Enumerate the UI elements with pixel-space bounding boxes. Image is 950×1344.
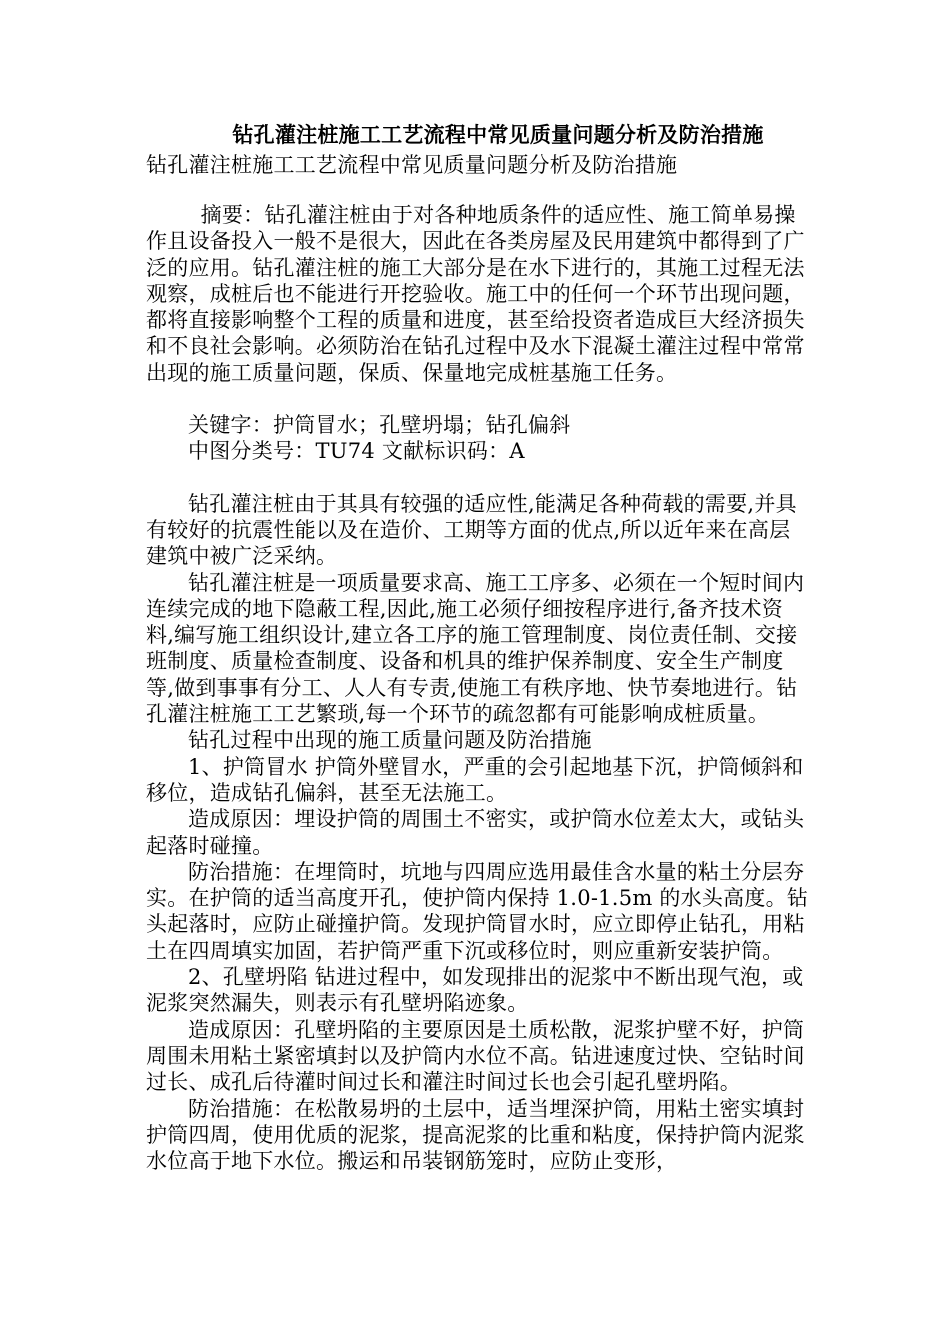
- keywords-line: 关键字：护筒冒水；孔壁坍塌；钻孔偏斜: [188, 413, 571, 438]
- body-paragraph: 1、护筒冒水 护筒外壁冒水，严重的会引起地基下沉，护筒倾斜和移位，造成钻孔偏斜，甚至无法施工。: [146, 754, 804, 805]
- section-heading: 钻孔过程中出现的施工质量问题及防治措施: [188, 728, 592, 753]
- body-paragraph: 造成原因：埋设护筒的周围土不密实，或护筒水位差太大，或钻头起落时碰撞。: [146, 807, 805, 858]
- classification-line: 中图分类号：TU74 文献标识码：A: [188, 439, 525, 464]
- spacer: [146, 386, 810, 412]
- spacer: [146, 178, 810, 202]
- abstract-paragraph: 摘要：钻孔灌注桩由于对各种地质条件的适应性、施工简单易操作且设备投入一般不是很大，因此在各类房屋及民用建筑中都得到了广泛的应用。钻孔灌注桩的施工大部分是在水下进行的，其施工过程无法观察，成桩后也不能进行开挖验收。施工中的任何一个环节出现问题，都将直接影响整个工程的质量和进度，甚至给投资者造成巨大经济损失和不良社会影响。必须防治在钻孔过程中及水下混凝土灌注过程中常常出现的施工质量问题，保质、保量地完成桩基施工任务。: [146, 203, 805, 385]
- body-paragraph: 防治措施：在松散易坍的土层中，适当埋深护筒，用粘土密实填封护筒四周，使用优质的泥浆，提高泥浆的比重和粘度，保持护筒内泥浆水位高于地下水位。搬运和吊装钢筋笼时，应防止变形，: [146, 1096, 805, 1174]
- body-paragraph: 造成原因：孔壁坍陷的主要原因是土质松散，泥浆护壁不好，护筒周围未用粘土紧密填封以及护筒内水位不高。钻进速度过快、空钻时间过长、成孔后待灌时间过长和灌注时间过长也会引起孔壁坍陷。: [146, 1017, 805, 1095]
- spacer: [146, 465, 810, 491]
- body-paragraph: 防治措施：在埋筒时，坑地与四周应选用最佳含水量的粘土分层夯实。在护筒的适当高度开孔，使护筒内保持 1.0-1.5m 的水头高度。钻头起落时，应防止碰撞护筒。发现护筒冒水时，应立即停止钻孔，用粘土在四周填实加固，若护筒严重下沉或移位时，则应重新安装护筒。: [146, 859, 809, 963]
- document-title: 钻孔灌注桩施工工艺流程中常见质量问题分析及防治措施: [232, 122, 764, 147]
- body-paragraph: 钻孔灌注桩由于其具有较强的适应性,能满足各种荷载的需要,并具有较好的抗震性能以及在造价、工期等方面的优点,所以近年来在高层建筑中被广泛采纳。: [146, 491, 797, 569]
- body-paragraph: 钻孔灌注桩是一项质量要求高、施工工序多、必须在一个短时间内连续完成的地下隐蔽工程,因此,施工必须仔细按程序进行,备齐技术资料,编写施工组织设计,建立各工序的施工管理制度、岗位责任制、交接班制度、质量检查制度、设备和机具的维护保养制度、安全生产制度等,做到事事有分工、人人有专责,使施工有秩序地、快节奏地进行。钻孔灌注桩施工工艺繁琐,每一个环节的疏忽都有可能影响成桩质量。: [146, 570, 805, 727]
- document-subtitle: 钻孔灌注桩施工工艺流程中常见质量问题分析及防治措施: [146, 153, 678, 177]
- document-body: [146, 118, 810, 1174]
- body-paragraph: 2、孔壁坍陷 钻进过程中，如发现排出的泥浆中不断出现气泡，或泥浆突然漏失，则表示有孔壁坍陷迹象。: [146, 965, 804, 1016]
